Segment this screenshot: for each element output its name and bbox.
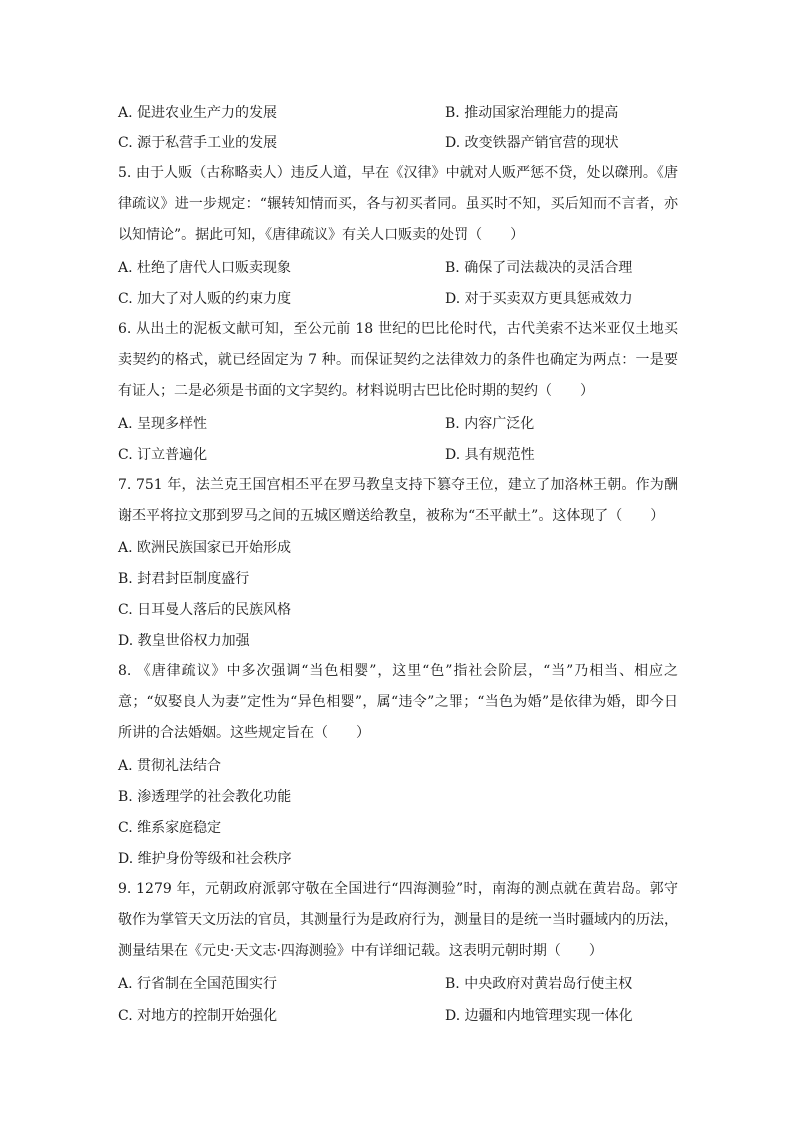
q6-option-c: C. 订立普遍化 bbox=[118, 447, 208, 463]
q5-option-b: B. 确保了司法裁决的灵活合理 bbox=[445, 260, 633, 276]
q7-option-c: C. 日耳曼人落后的民族风格 bbox=[118, 602, 292, 618]
q9-option-d: D. 边疆和内地管理实现一体化 bbox=[445, 1008, 633, 1024]
q4-option-c: C. 源于私营手工业的发展 bbox=[118, 135, 278, 151]
q9-option-c: C. 对地方的控制开始强化 bbox=[118, 1008, 278, 1024]
q5-option-c: C. 加大了对人贩的约束力度 bbox=[118, 291, 292, 307]
q7-option-d: D. 教皇世俗权力加强 bbox=[118, 633, 250, 649]
q4-option-d: D. 改变铁器产销官营的现状 bbox=[445, 135, 619, 151]
q8-option-c: C. 维系家庭稳定 bbox=[118, 820, 222, 836]
q4-option-a: A. 促进农业生产力的发展 bbox=[118, 105, 278, 121]
q5-option-d: D. 对于买卖双方更具惩戒效力 bbox=[445, 291, 633, 307]
q7-stem: 7. 751 年，法兰克王国宫相丕平在罗马教皇支持下篡夺王位，建立了加洛林王朝。作为酬谢丕平将拉文那到罗马之间的五城区赠送给教皇，被称为“丕平献土”。这体现了（ ） bbox=[118, 477, 678, 524]
q4-option-b: B. 推动国家治理能力的提高 bbox=[445, 105, 619, 121]
q9-option-b: B. 中央政府对黄岩岛行使主权 bbox=[445, 976, 633, 992]
q6-option-a: A. 呈现多样性 bbox=[118, 416, 208, 432]
q5-stem: 5. 由于人贩（古称略卖人）违反人道，早在《汉律》中就对人贩严惩不贷，处以磔刑。《唐律疏议》进一步规定：“辗转知情而买，各与初买者同。虽买时不知，买后知而不言者，亦以知情论”。据此可知，《唐律疏议》有关人口贩卖的处罚（ ） bbox=[118, 165, 678, 243]
q8-option-a: A. 贯彻礼法结合 bbox=[118, 758, 222, 774]
q8-option-d: D. 维护身份等级和社会秩序 bbox=[118, 851, 292, 867]
q9-option-a: A. 行省制在全国范围实行 bbox=[118, 976, 278, 992]
q8-option-b: B. 渗透理学的社会教化功能 bbox=[118, 789, 292, 805]
q7-option-a: A. 欧洲民族国家已开始形成 bbox=[118, 540, 292, 556]
q8-stem: 8. 《唐律疏议》中多次强调“当色相婴”，这里“色”指社会阶层，“当”乃相当、相应之意；“奴娶良人为妻”定性为“异色相婴”，属“违令”之罪；“当色为婚”是依律为婚，即今日所讲的合法婚姻。这些规定旨在（ ） bbox=[118, 663, 678, 741]
q6-option-b: B. 内容广泛化 bbox=[445, 416, 535, 432]
q5-option-a: A. 杜绝了唐代人口贩卖现象 bbox=[118, 260, 292, 276]
q9-stem: 9. 1279 年，元朝政府派郭守敬在全国进行“四海测验”时，南海的测点就在黄岩岛。郭守敬作为掌管天文历法的官员，其测量行为是政府行为，测量目的是统一当时疆域内的历法，测量结果在《元史·天文志·四海测验》中有详细记载。这表明元朝时期（ ） bbox=[118, 881, 678, 959]
q6-stem: 6. 从出土的泥板文献可知，至公元前 18 世纪的巴比伦时代，古代美索不达米亚仅土地买卖契约的格式，就已经固定为 7 种。而保证契约之法律效力的条件也确定为两点：一是要有证人；二是必须是书面的文字契约。材料说明古巴比伦时期的契约（ ） bbox=[118, 321, 678, 399]
q7-option-b: B. 封君封臣制度盛行 bbox=[118, 571, 250, 587]
q6-option-d: D. 具有规范性 bbox=[445, 447, 535, 463]
